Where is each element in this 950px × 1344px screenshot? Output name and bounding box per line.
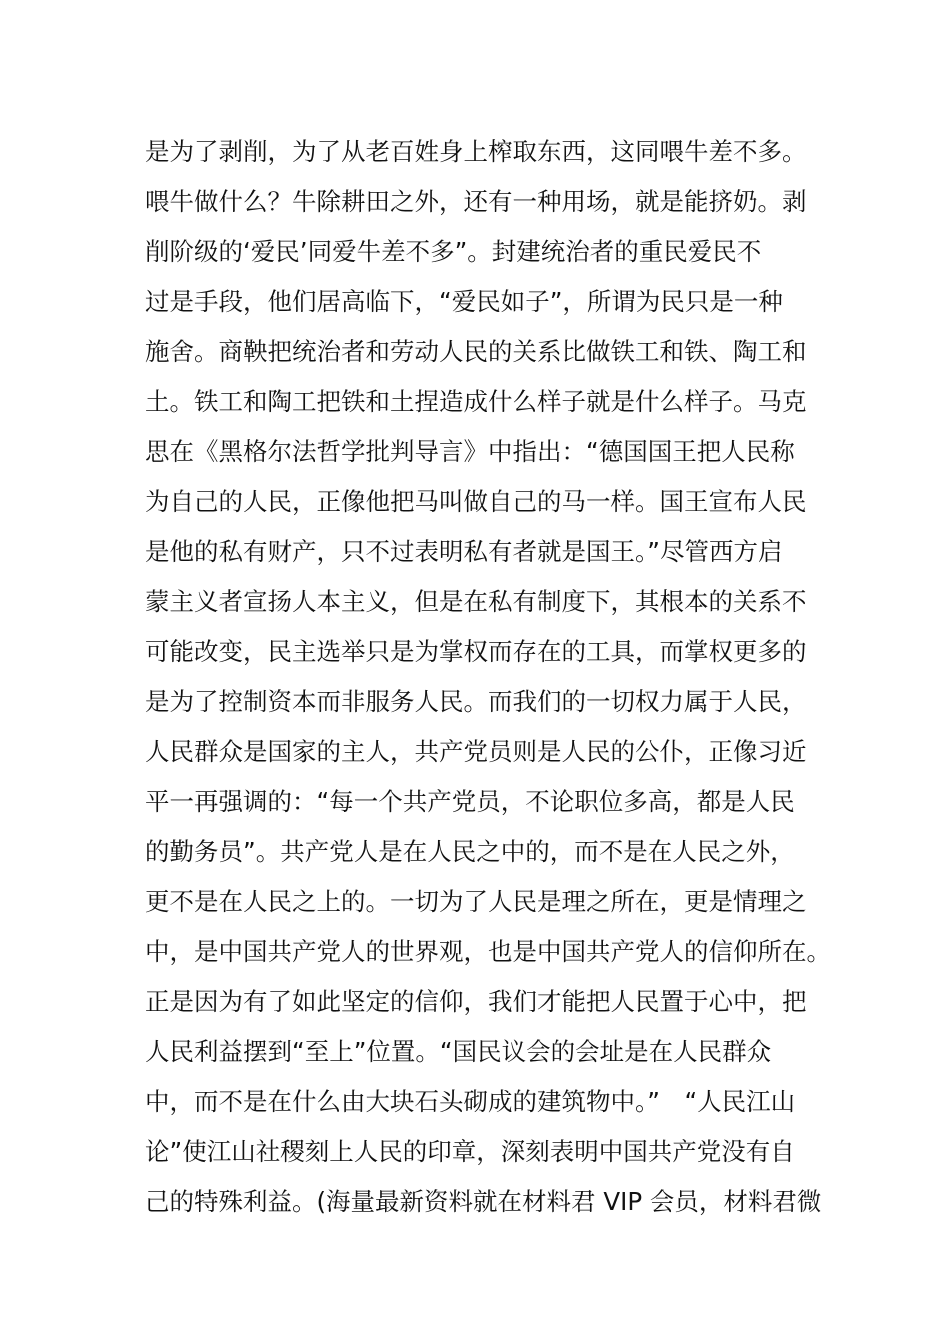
text-line: 可能改变，民主选举只是为掌权而存在的工具，而掌权更多的: [145, 637, 807, 666]
text-line: 为自己的人民，正像他把马叫做自己的马一样。国王宣布人民: [145, 487, 807, 516]
text-line: 人民利益摆到“至上”位置。“国民议会的会址是在人民群众: [145, 1037, 772, 1066]
text-line: 论”使江山社稷刻上人民的印章，深刻表明中国共产党没有自: [145, 1137, 795, 1166]
text-line: 是为了控制资本而非服务人民。而我们的一切权力属于人民，: [145, 687, 807, 716]
text-line: 喂牛做什么？牛除耕田之外，还有一种用场，就是能挤奶。剥: [145, 187, 807, 216]
text-line: 过是手段，他们居高临下，“爱民如子”，所谓为民只是一种: [145, 287, 783, 316]
text-line: 更不是在人民之上的。一切为了人民是理之所在，更是情理之: [145, 887, 807, 916]
text-line: 削阶级的‘爱民’同爱牛差不多”。封建统治者的重民爱民不: [145, 237, 762, 266]
text-line: 的勤务员”。共产党人是在人民之中的，而不是在人民之外，: [145, 837, 795, 866]
text-line: 正是因为有了如此坚定的信仰，我们才能把人民置于心中，把: [145, 987, 807, 1016]
text-line: 中，而不是在什么由大块石头砌成的建筑物中。” “人民江山: [145, 1087, 796, 1116]
text-line: 中，是中国共产党人的世界观，也是中国共产党人的信仰所在。: [145, 937, 831, 966]
text-line: 己的特殊利益。(海量最新资料就在材料君 VIP 会员，材料君微: [145, 1187, 822, 1216]
text-line: 是他的私有财产，只不过表明私有者就是国王。”尽管西方启: [145, 537, 783, 566]
text-line: 是为了剥削，为了从老百姓身上榨取东西，这同喂牛差不多。: [145, 137, 807, 166]
text-line: 施舍。商鞅把统治者和劳动人民的关系比做铁工和铁、陶工和: [145, 337, 807, 366]
text-line: 蒙主义者宣扬人本主义，但是在私有制度下，其根本的关系不: [145, 587, 807, 616]
body-text: [145, 127, 835, 1227]
text-line: 人民群众是国家的主人，共产党员则是人民的公仆，正像习近: [145, 737, 807, 766]
text-line: 思在《黑格尔法哲学批判导言》中指出：“德国国王把人民称: [145, 437, 795, 466]
text-line: 土。铁工和陶工把铁和土捏造成什么样子就是什么样子。马克: [145, 387, 807, 416]
text-line: 平一再强调的：“每一个共产党员，不论职位多高，都是人民: [145, 787, 795, 816]
